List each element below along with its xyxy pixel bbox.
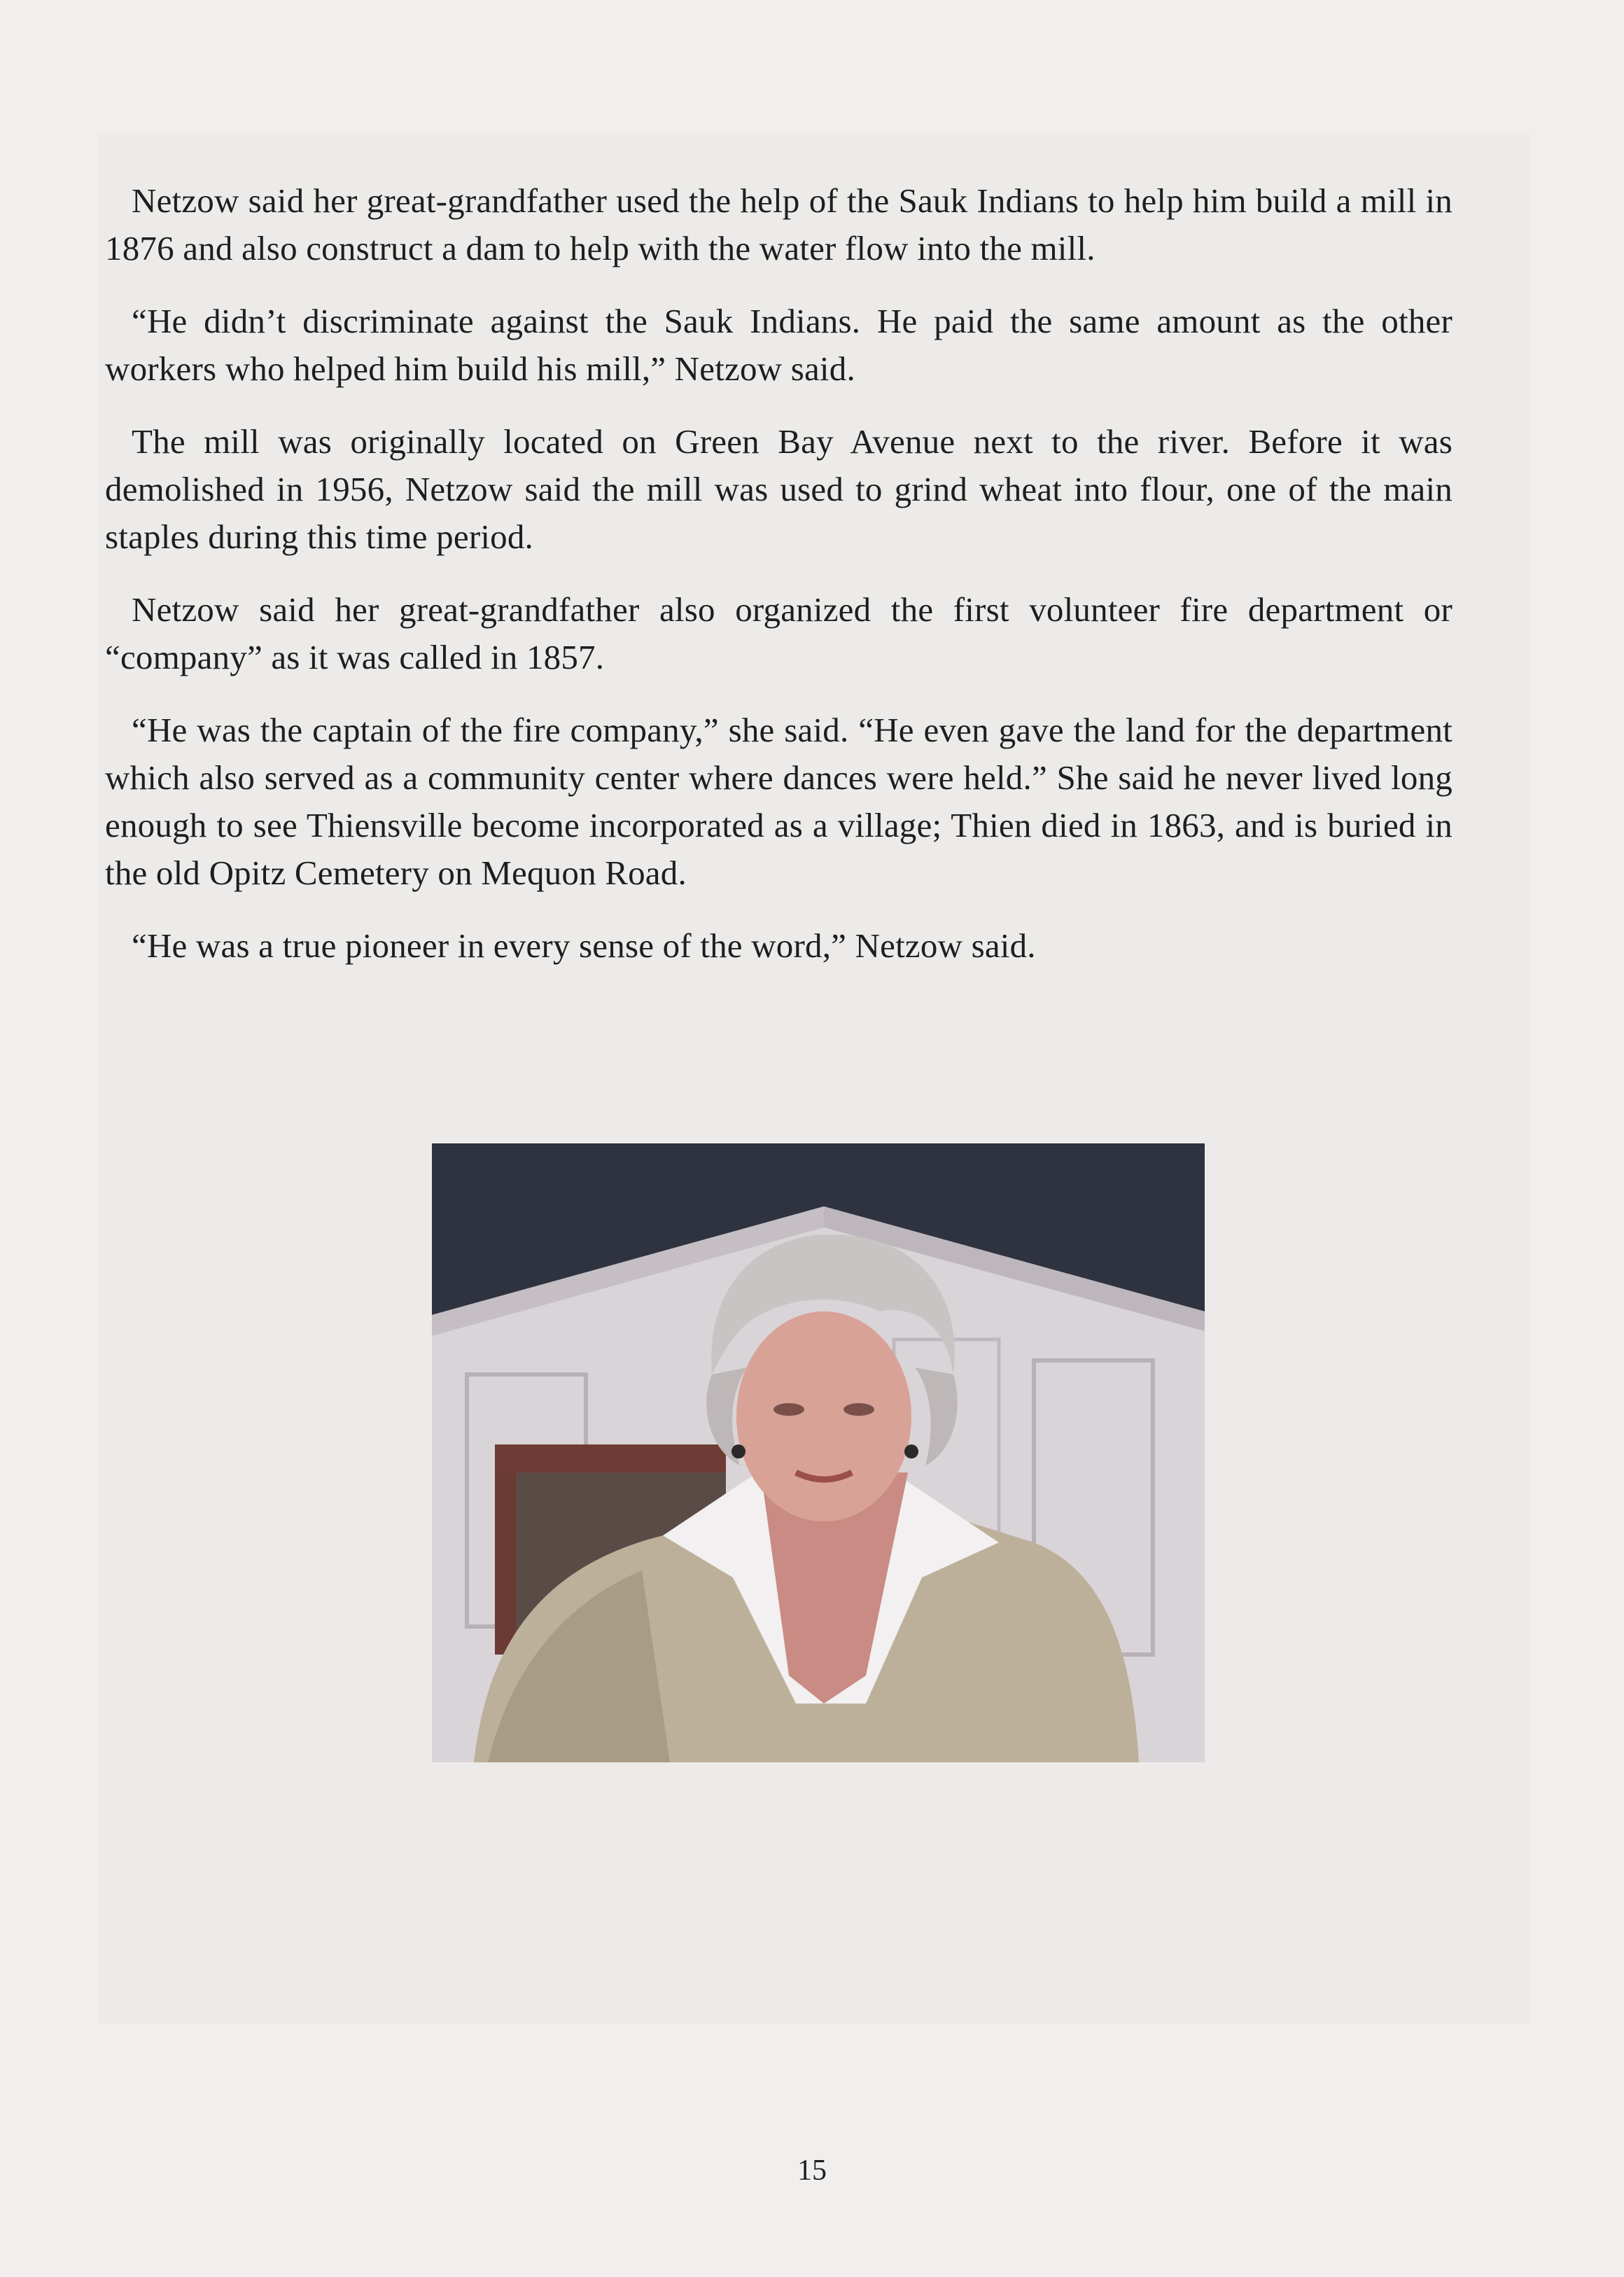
paragraph: The mill was originally located on Green Bay Avenue next to the river. Before it was demolished in 1956, Netzow said the mill was used to grind wheat into flour, one of the main staples during this time period. — [105, 422, 1452, 556]
portrait-photo — [432, 1143, 1205, 1762]
paragraph: Netzow said her great-grandfather also organized the first volunteer fire department or “company” as it was called in 1857. — [105, 590, 1452, 676]
paragraph: “He didn’t discriminate against the Sauk Indians. He paid the same amount as the other workers who helped him build his mill,” Netzow said. — [105, 302, 1452, 388]
page-number: 15 — [797, 2154, 827, 2187]
paragraph: Netzow said her great-grandfather used the help of the Sauk Indians to help him build a mill in 1876 and also construct a dam to help with the water flow into the mill. — [105, 181, 1452, 267]
paragraph: “He was a true pioneer in every sense of the word,” Netzow said. — [132, 926, 1036, 965]
paragraph: “He was the captain of the fire company,” she said. “He even gave the land for the department which also served as a community center where dances were held.” She said he never lived long enough to see Thiensville become incorporated as a village; Thien died in 1863, and is buried in the old Opitz Cemetery on Mequon Road. — [105, 711, 1452, 892]
article-body — [105, 177, 1452, 995]
portrait-illustration — [432, 1143, 1205, 1762]
